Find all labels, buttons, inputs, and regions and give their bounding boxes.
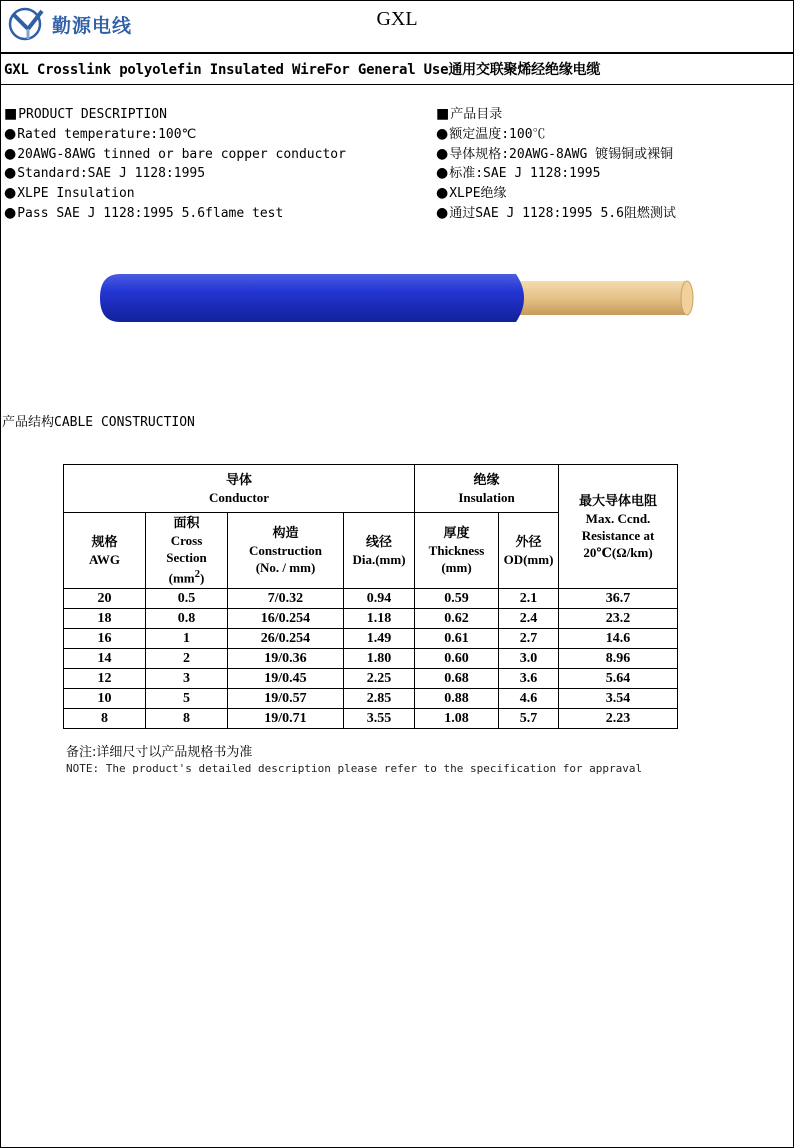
header-awg-cn: 规格: [91, 534, 118, 550]
cell-od: 5.7: [499, 709, 559, 729]
dot-bullet-icon: ●: [436, 204, 449, 221]
cell-awg: 18: [64, 609, 146, 629]
table-row: [64, 669, 678, 689]
header-insulation-en: Insulation: [458, 489, 515, 505]
cell-thickness: 0.61: [415, 629, 499, 649]
description-line: [436, 204, 786, 224]
dot-bullet-icon: ●: [436, 185, 449, 202]
cell-awg: 20: [64, 589, 146, 609]
header-od: [499, 513, 559, 589]
cell-construction: 19/0.71: [228, 709, 344, 729]
logo-text: 勤源电线: [52, 14, 133, 37]
header-construction-cn: 构造: [272, 526, 299, 541]
cell-construction: 7/0.32: [228, 589, 344, 609]
cell-diameter: 1.80: [344, 649, 415, 669]
header-resistance-en: Max. Ccnd.: [585, 510, 651, 526]
cell-od: 3.6: [499, 669, 559, 689]
cell-resistance: 23.2: [559, 609, 678, 629]
cell-resistance: 2.23: [559, 709, 678, 729]
header-awg-en: AWG: [88, 551, 121, 567]
header-diameter-cn: 线径: [365, 534, 392, 550]
description-text: 标准:SAE J 1128:1995: [449, 166, 601, 182]
cell-cross-section: 3: [146, 669, 228, 689]
cell-cross-section: 0.8: [146, 609, 228, 629]
description-line: [4, 145, 424, 165]
header-cross-en: Section: [166, 549, 207, 565]
cell-awg: 8: [64, 709, 146, 729]
cell-resistance: 8.96: [559, 649, 678, 669]
header-resistance: [559, 465, 678, 589]
description-line: [4, 204, 424, 224]
cell-cross-section: 5: [146, 689, 228, 709]
cell-od: 4.6: [499, 689, 559, 709]
header-divider: [0, 52, 794, 54]
wire-insulation: [100, 274, 524, 322]
cell-awg: 16: [64, 629, 146, 649]
cell-thickness: 0.62: [415, 609, 499, 629]
cell-diameter: 2.25: [344, 669, 415, 689]
header-construction-en: Construction: [249, 543, 322, 558]
wire-conductor: [516, 281, 688, 315]
cell-cross-section: 1: [146, 629, 228, 649]
cell-awg: 12: [64, 669, 146, 689]
description-text: 导体规格:20AWG-8AWG 镀锡铜或裸铜: [449, 146, 674, 162]
description-line: [436, 145, 786, 165]
cell-od: 2.1: [499, 589, 559, 609]
header-thickness: [415, 513, 499, 589]
description-text: Rated temperature:100℃: [17, 126, 197, 142]
dot-bullet-icon: ●: [4, 204, 17, 221]
subtitle-divider: [0, 84, 794, 85]
header-cross-cn: 面积: [173, 515, 200, 531]
description-text: XLPE绝缘: [449, 186, 507, 202]
cell-diameter: 1.49: [344, 629, 415, 649]
header-conductor: [64, 465, 415, 513]
cell-resistance: 3.54: [559, 689, 678, 709]
header-od-cn: 外径: [515, 534, 542, 550]
header-insulation: [415, 465, 559, 513]
cell-diameter: 0.94: [344, 589, 415, 609]
cell-thickness: 0.88: [415, 689, 499, 709]
cell-od: 2.7: [499, 629, 559, 649]
square-bullet-icon: ■: [436, 106, 450, 122]
description-line: [4, 184, 424, 204]
note-chinese: 备注:详细尺寸以产品规格书为准: [66, 745, 253, 760]
cell-diameter: 3.55: [344, 709, 415, 729]
dot-bullet-icon: ●: [4, 165, 17, 182]
cell-construction: 26/0.254: [228, 629, 344, 649]
cell-thickness: 0.59: [415, 589, 499, 609]
header-thickness-en: Thickness: [428, 543, 485, 558]
cell-construction: 19/0.45: [228, 669, 344, 689]
table-row: [64, 689, 678, 709]
description-text: Standard:SAE J 1128:1995: [17, 166, 206, 182]
description-text: XLPE Insulation: [17, 186, 135, 202]
header-od-en: OD(mm): [503, 551, 554, 567]
description-line: [436, 105, 786, 125]
table-row: [64, 629, 678, 649]
dot-bullet-icon: ●: [4, 145, 17, 162]
unit-text: (mm: [168, 570, 195, 586]
header-conductor-en: Conductor: [209, 489, 269, 505]
description-text: 通过SAE J 1128:1995 5.6阻燃测试: [449, 205, 676, 221]
cell-diameter: 2.85: [344, 689, 415, 709]
cell-construction: 19/0.57: [228, 689, 344, 709]
header-diameter-en: Dia.(mm): [352, 551, 406, 567]
construction-table: [63, 464, 678, 729]
cell-thickness: 0.60: [415, 649, 499, 669]
wire-product-image: [96, 270, 696, 325]
header-cross-en: Cross: [170, 532, 203, 548]
table-row: [64, 709, 678, 729]
note-english: NOTE: The product's detailed description please refer to the specification for appraval: [66, 762, 643, 775]
wire-conductor-end: [681, 281, 693, 315]
header-cross-section: [146, 513, 228, 589]
cell-cross-section: 8: [146, 709, 228, 729]
header-resistance-en: 20℃(Ω/km): [583, 544, 653, 560]
header-cross-unit: [146, 566, 227, 586]
unit-close: ): [200, 570, 205, 586]
description-line: [4, 125, 424, 145]
header-thickness-unit: (mm): [441, 560, 472, 575]
cell-cross-section: 0.5: [146, 589, 228, 609]
description-text: 额定温度:100℃: [449, 126, 546, 142]
cell-cross-section: 2: [146, 649, 228, 669]
header-construction: [228, 513, 344, 589]
description-line: [436, 125, 786, 145]
cell-diameter: 1.18: [344, 609, 415, 629]
square-bullet-icon: ■: [4, 106, 18, 122]
header-resistance-en: Resistance at: [581, 527, 655, 543]
header-construction-unit: (No. / mm): [255, 560, 316, 575]
header-thickness-cn: 厚度: [443, 526, 470, 541]
description-text: 产品目录: [450, 107, 503, 122]
cell-od: 3.0: [499, 649, 559, 669]
header-resistance-cn: 最大导体电阻: [578, 493, 657, 509]
dot-bullet-icon: ●: [436, 165, 449, 182]
description-line: [4, 105, 424, 125]
description-text: Pass SAE J 1128:1995 5.6flame test: [17, 205, 284, 221]
cell-construction: 16/0.254: [228, 609, 344, 629]
header-insulation-cn: 绝缘: [473, 472, 500, 488]
header-awg: [64, 513, 146, 589]
dot-bullet-icon: ●: [4, 125, 17, 142]
product-subtitle: GXL Crosslink polyolefin Insulated WireFor General Use通用交联聚烯经绝缘电缆: [4, 62, 601, 78]
cell-construction: 19/0.36: [228, 649, 344, 669]
description-english: [4, 105, 424, 224]
cell-thickness: 1.08: [415, 709, 499, 729]
dot-bullet-icon: ●: [436, 145, 449, 162]
description-line: [436, 164, 786, 184]
description-chinese: [436, 105, 786, 224]
description-text: 20AWG-8AWG tinned or bare copper conductor: [17, 146, 346, 162]
table-row: [64, 589, 678, 609]
cell-thickness: 0.68: [415, 669, 499, 689]
cell-resistance: 36.7: [559, 589, 678, 609]
description-line: [4, 164, 424, 184]
dot-bullet-icon: ●: [436, 125, 449, 142]
cell-awg: 14: [64, 649, 146, 669]
table-body: [64, 589, 678, 729]
table-row: [64, 609, 678, 629]
table-row: [64, 649, 678, 669]
cell-resistance: 14.6: [559, 629, 678, 649]
section-label: 产品结构CABLE CONSTRUCTION: [2, 415, 195, 430]
header-diameter: [344, 513, 415, 589]
cell-awg: 10: [64, 689, 146, 709]
dot-bullet-icon: ●: [4, 185, 17, 202]
cell-od: 2.4: [499, 609, 559, 629]
description-line: [436, 184, 786, 204]
description-text: PRODUCT DESCRIPTION: [18, 107, 167, 122]
cell-resistance: 5.64: [559, 669, 678, 689]
unit-superscript: 2: [194, 567, 201, 580]
header-conductor-cn: 导体: [225, 472, 252, 488]
document-title: GXL: [376, 8, 418, 30]
